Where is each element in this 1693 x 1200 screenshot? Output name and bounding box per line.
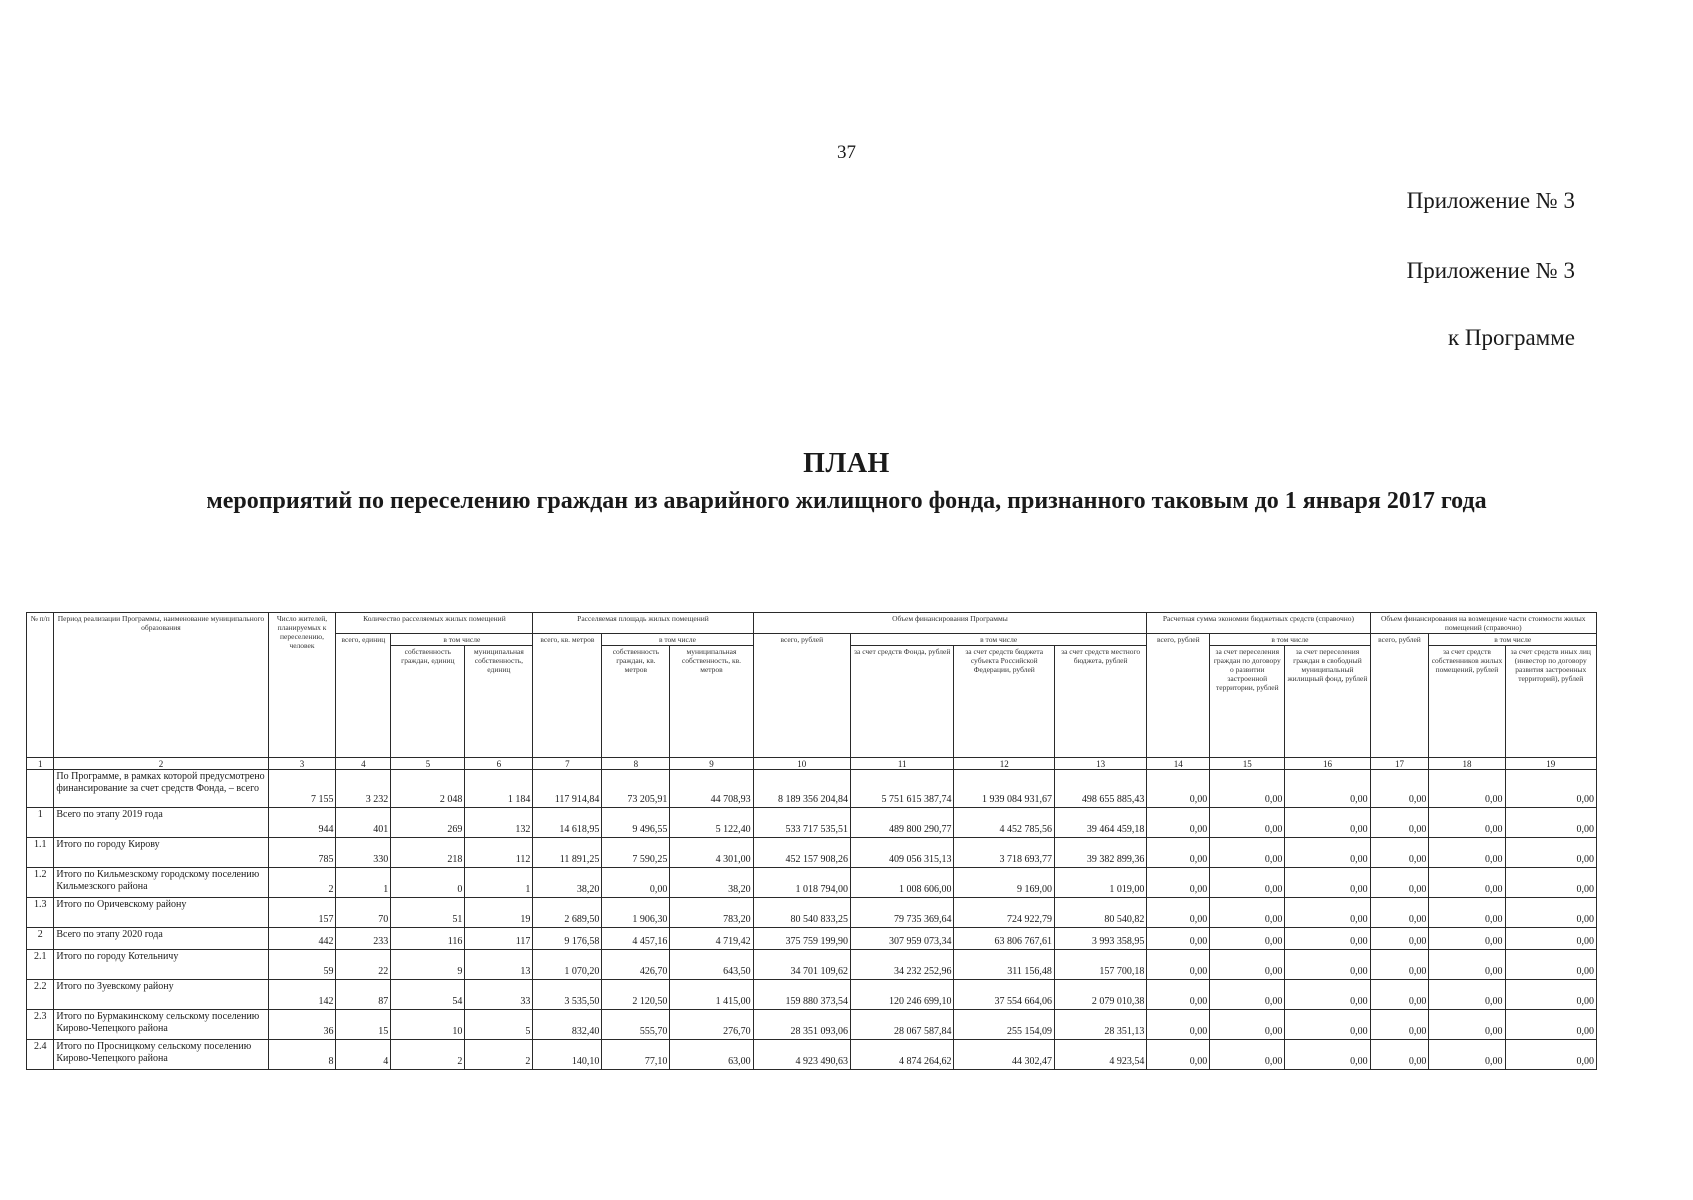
table-cell: 11 891,25 (533, 838, 602, 868)
header-rooms-municipal: муниципальная собственность, единиц (465, 646, 533, 758)
table-cell: 112 (465, 838, 533, 868)
table-cell: 0,00 (1429, 950, 1505, 980)
column-number: 15 (1210, 758, 1285, 770)
column-number: 19 (1505, 758, 1596, 770)
table-cell: 0,00 (1147, 950, 1210, 980)
column-number: 11 (850, 758, 954, 770)
table-cell: 79 735 369,64 (850, 898, 954, 928)
table-cell: 0,00 (1285, 950, 1370, 980)
table-cell: 0,00 (1370, 808, 1429, 838)
table-cell: 38,20 (670, 868, 753, 898)
column-number: 7 (533, 758, 602, 770)
table-cell: 0,00 (1505, 928, 1596, 950)
table-cell: 5 122,40 (670, 808, 753, 838)
column-number: 6 (465, 758, 533, 770)
table-cell: 7 155 (268, 770, 336, 808)
table-cell: 0,00 (1147, 928, 1210, 950)
table-cell: 0,00 (1429, 928, 1505, 950)
table-cell: 13 (465, 950, 533, 980)
table-cell: 117 (465, 928, 533, 950)
table-cell: 117 914,84 (533, 770, 602, 808)
table-cell: 0,00 (1370, 838, 1429, 868)
table-cell: 0,00 (1210, 950, 1285, 980)
table-cell: 28 067 587,84 (850, 1010, 954, 1040)
table-cell: 0,00 (1210, 928, 1285, 950)
table-cell: 409 056 315,13 (850, 838, 954, 868)
plan-title: ПЛАН (803, 448, 890, 479)
column-number: 4 (336, 758, 391, 770)
header-area-total: всего, кв. метров (533, 634, 602, 758)
table-cell: 28 351,13 (1054, 1010, 1146, 1040)
table-cell: 22 (336, 950, 391, 980)
table-cell: 4 923 490,63 (753, 1040, 850, 1070)
column-number: 8 (602, 758, 670, 770)
table-cell: 0,00 (1285, 838, 1370, 868)
table-cell: 2 689,50 (533, 898, 602, 928)
table-cell: 785 (268, 838, 336, 868)
table-cell: 157 700,18 (1054, 950, 1146, 980)
table-cell: 724 922,79 (954, 898, 1054, 928)
table-cell: 2 (268, 868, 336, 898)
header-fin-incl: в том числе (850, 634, 1146, 646)
table-cell: 0,00 (1370, 950, 1429, 980)
table-cell: 19 (465, 898, 533, 928)
table-cell: 0,00 (1147, 1040, 1210, 1070)
table-cell: 44 708,93 (670, 770, 753, 808)
row-name: Всего по этапу 2019 года (54, 808, 268, 838)
table-cell: 2 120,50 (602, 980, 670, 1010)
table-cell: 0,00 (1429, 1010, 1505, 1040)
table-row (27, 1040, 1597, 1070)
table-cell: 77,10 (602, 1040, 670, 1070)
table-cell: 0,00 (1505, 868, 1596, 898)
table-cell: 0,00 (1210, 1010, 1285, 1040)
table-cell: 132 (465, 808, 533, 838)
header-residents: Число жителей, планируемых к переселению, человек (268, 613, 336, 758)
header-part-total: всего, рублей (1370, 634, 1429, 758)
table-row (27, 950, 1597, 980)
header-fin-local: за счет средств местного бюджета, рублей (1054, 646, 1146, 758)
table-cell: 555,70 (602, 1010, 670, 1040)
table-cell: 0,00 (1370, 1010, 1429, 1040)
table-cell: 0,00 (1505, 898, 1596, 928)
column-number-row (27, 758, 1597, 770)
table-cell: 0,00 (1285, 980, 1370, 1010)
table-cell: 4 (336, 1040, 391, 1070)
header-fin-total: всего, рублей (753, 634, 850, 758)
table-cell: 0,00 (1370, 928, 1429, 950)
column-number: 1 (27, 758, 54, 770)
header-rooms-incl: в том числе (391, 634, 533, 646)
table-cell: 0,00 (1370, 898, 1429, 928)
table-cell: 2 079 010,38 (1054, 980, 1146, 1010)
table-cell: 59 (268, 950, 336, 980)
table-cell: 10 (391, 1010, 465, 1040)
table-cell: 39 464 459,18 (1054, 808, 1146, 838)
row-number: 2.2 (27, 980, 54, 1010)
table-cell: 0,00 (1429, 1040, 1505, 1070)
table-cell: 233 (336, 928, 391, 950)
row-name: Итого по Просницкому сельскому поселению Кирово-Чепецкого района (54, 1040, 268, 1070)
table-cell: 4 452 785,56 (954, 808, 1054, 838)
header-fin-subject: за счет средств бюджета субъекта Российской Федерации, рублей (954, 646, 1054, 758)
header-part-other: за счет средств иных лиц (инвестор по договору развития застроенных территорий), рублей (1505, 646, 1596, 758)
table-cell: 9 169,00 (954, 868, 1054, 898)
table-cell: 15 (336, 1010, 391, 1040)
table-cell: 5 751 615 387,74 (850, 770, 954, 808)
header-row-groups (27, 613, 1597, 634)
table-row (27, 770, 1597, 808)
table-cell: 33 (465, 980, 533, 1010)
page-number: 37 (837, 142, 856, 163)
column-number: 17 (1370, 758, 1429, 770)
table-cell: 8 189 356 204,84 (753, 770, 850, 808)
table-cell: 1 906,30 (602, 898, 670, 928)
column-number: 12 (954, 758, 1054, 770)
table-cell: 0,00 (1285, 770, 1370, 808)
table-cell: 533 717 535,51 (753, 808, 850, 838)
table-cell: 783,20 (670, 898, 753, 928)
table-cell: 0,00 (1285, 928, 1370, 950)
table-cell: 0,00 (1147, 980, 1210, 1010)
header-sav-contract: за счет переселения граждан по договору о развитии застроенной территории, рублей (1210, 646, 1285, 758)
table-cell: 311 156,48 (954, 950, 1054, 980)
table-cell: 944 (268, 808, 336, 838)
table-cell: 0,00 (1429, 808, 1505, 838)
table-cell: 3 232 (336, 770, 391, 808)
table-cell: 140,10 (533, 1040, 602, 1070)
table-cell: 63,00 (670, 1040, 753, 1070)
table-row (27, 980, 1597, 1010)
table-cell: 1 939 084 931,67 (954, 770, 1054, 808)
table-cell: 426,70 (602, 950, 670, 980)
header-sav-total: всего, рублей (1147, 634, 1210, 758)
table-cell: 1 018 794,00 (753, 868, 850, 898)
row-number: 2.3 (27, 1010, 54, 1040)
header-area-citizens: собственность граждан, кв. метров (602, 646, 670, 758)
table-cell: 218 (391, 838, 465, 868)
table-row (27, 808, 1597, 838)
table-cell: 0,00 (1505, 980, 1596, 1010)
table-cell: 0,00 (1505, 950, 1596, 980)
table-cell: 2 048 (391, 770, 465, 808)
table-cell: 36 (268, 1010, 336, 1040)
row-number: 2.1 (27, 950, 54, 980)
header-rooms-group: Количество расселяемых жилых помещений (336, 613, 533, 634)
table-cell: 1 019,00 (1054, 868, 1146, 898)
row-name: Итого по Зуевскому району (54, 980, 268, 1010)
row-name: Итого по городу Котельничу (54, 950, 268, 980)
table-cell: 1 070,20 (533, 950, 602, 980)
table-cell: 0,00 (1505, 770, 1596, 808)
table-cell: 44 302,47 (954, 1040, 1054, 1070)
table-cell: 7 590,25 (602, 838, 670, 868)
table-cell: 1 (465, 868, 533, 898)
header-finance-group: Объем финансирования Программы (753, 613, 1147, 634)
table-cell: 4 301,00 (670, 838, 753, 868)
table-cell: 8 (268, 1040, 336, 1070)
header-sav-incl: в том числе (1210, 634, 1370, 646)
table-cell: 452 157 908,26 (753, 838, 850, 868)
header-area-group: Расселяемая площадь жилых помещений (533, 613, 753, 634)
table-cell: 0,00 (1210, 838, 1285, 868)
table-cell: 0,00 (1370, 770, 1429, 808)
table-cell: 0,00 (1505, 1040, 1596, 1070)
table-cell: 276,70 (670, 1010, 753, 1040)
table-cell: 0,00 (1505, 1010, 1596, 1040)
table-cell: 3 993 358,95 (1054, 928, 1146, 950)
table-cell: 489 800 290,77 (850, 808, 954, 838)
table-cell: 0,00 (1429, 838, 1505, 868)
header-part-incl: в том числе (1429, 634, 1597, 646)
table-cell: 51 (391, 898, 465, 928)
table-cell: 0,00 (1147, 1010, 1210, 1040)
table-cell: 2 (465, 1040, 533, 1070)
table-cell: 73 205,91 (602, 770, 670, 808)
table-cell: 643,50 (670, 950, 753, 980)
column-number: 9 (670, 758, 753, 770)
table-row (27, 868, 1597, 898)
row-number: 2 (27, 928, 54, 950)
table-cell: 269 (391, 808, 465, 838)
table-cell: 159 880 373,54 (753, 980, 850, 1010)
table-cell: 0,00 (1370, 868, 1429, 898)
header-no: № п/п (27, 613, 54, 758)
table-cell: 157 (268, 898, 336, 928)
table-cell: 0 (391, 868, 465, 898)
table-cell: 0,00 (1505, 838, 1596, 868)
header-rooms-citizens: собственность граждан, единиц (391, 646, 465, 758)
header-rooms-total: всего, единиц (336, 634, 391, 758)
table-cell: 9 176,58 (533, 928, 602, 950)
row-name: Итого по Бурмакинскому сельскому поселению Кирово-Чепецкого района (54, 1010, 268, 1040)
table-cell: 0,00 (1147, 808, 1210, 838)
table-cell: 0,00 (1285, 898, 1370, 928)
table-cell: 63 806 767,61 (954, 928, 1054, 950)
table-cell: 34 701 109,62 (753, 950, 850, 980)
table-row (27, 838, 1597, 868)
column-number: 16 (1285, 758, 1370, 770)
table-cell: 38,20 (533, 868, 602, 898)
table-cell: 142 (268, 980, 336, 1010)
table-cell: 0,00 (1147, 898, 1210, 928)
table-cell: 87 (336, 980, 391, 1010)
table-cell: 0,00 (1147, 868, 1210, 898)
column-number: 14 (1147, 758, 1210, 770)
column-number: 2 (54, 758, 268, 770)
table-cell: 1 415,00 (670, 980, 753, 1010)
row-name: Итого по городу Кирову (54, 838, 268, 868)
column-number: 3 (268, 758, 336, 770)
row-number: 1.3 (27, 898, 54, 928)
row-name: Всего по этапу 2020 года (54, 928, 268, 950)
column-number: 10 (753, 758, 850, 770)
row-number: 1.1 (27, 838, 54, 868)
header-sav-free: за счет переселения граждан в свободный муниципальный жилищный фонд, рублей (1285, 646, 1370, 758)
table-cell: 3 535,50 (533, 980, 602, 1010)
table-cell: 375 759 199,90 (753, 928, 850, 950)
column-number: 13 (1054, 758, 1146, 770)
table-cell: 0,00 (1370, 1040, 1429, 1070)
table-cell: 307 959 073,34 (850, 928, 954, 950)
table-cell: 9 (391, 950, 465, 980)
table-cell: 0,00 (602, 868, 670, 898)
table-cell: 0,00 (1210, 770, 1285, 808)
row-number: 2.4 (27, 1040, 54, 1070)
table-cell: 330 (336, 838, 391, 868)
table-cell: 0,00 (1210, 898, 1285, 928)
row-name: По Программе, в рамках которой предусмотрено финансирование за счет средств Фонда, – всего (54, 770, 268, 808)
column-number: 5 (391, 758, 465, 770)
table-cell: 0,00 (1147, 838, 1210, 868)
table-cell: 80 540 833,25 (753, 898, 850, 928)
row-number (27, 770, 54, 808)
table-cell: 0,00 (1429, 868, 1505, 898)
table-row (27, 898, 1597, 928)
column-number: 18 (1429, 758, 1505, 770)
table-cell: 0,00 (1285, 1010, 1370, 1040)
table-cell: 0,00 (1429, 980, 1505, 1010)
table-cell: 3 718 693,77 (954, 838, 1054, 868)
annex-label: Приложение № 3 (1406, 188, 1575, 213)
header-part-owners: за счет средств собственников жилых помещений, рублей (1429, 646, 1505, 758)
table-row (27, 928, 1597, 950)
table-cell: 0,00 (1370, 980, 1429, 1010)
table-cell: 4 923,54 (1054, 1040, 1146, 1070)
table-cell: 0,00 (1505, 808, 1596, 838)
header-fin-fund: за счет средств Фонда, рублей (850, 646, 954, 758)
table-cell: 401 (336, 808, 391, 838)
table-cell: 120 246 699,10 (850, 980, 954, 1010)
table-cell: 1 008 606,00 (850, 868, 954, 898)
table-cell: 4 457,16 (602, 928, 670, 950)
table-cell: 116 (391, 928, 465, 950)
table-cell: 0,00 (1429, 898, 1505, 928)
table-cell: 1 (336, 868, 391, 898)
table-cell: 34 232 252,96 (850, 950, 954, 980)
row-number: 1.2 (27, 868, 54, 898)
table-cell: 54 (391, 980, 465, 1010)
table-cell: 70 (336, 898, 391, 928)
table-cell: 1 184 (465, 770, 533, 808)
row-name: Итого по Оричевскому району (54, 898, 268, 928)
table-cell: 0,00 (1210, 1040, 1285, 1070)
table-cell: 9 496,55 (602, 808, 670, 838)
table-cell: 0,00 (1210, 980, 1285, 1010)
annex-label-repeat: Приложение № 3 (1406, 258, 1575, 283)
table-cell: 28 351 093,06 (753, 1010, 850, 1040)
table-cell: 255 154,09 (954, 1010, 1054, 1040)
table-cell: 0,00 (1147, 770, 1210, 808)
table-cell: 442 (268, 928, 336, 950)
table-cell: 80 540,82 (1054, 898, 1146, 928)
header-area-municipal: муниципальная собственность, кв. метров (670, 646, 753, 758)
table-cell: 0,00 (1429, 770, 1505, 808)
plan-table (26, 612, 1597, 1070)
table-cell: 37 554 664,06 (954, 980, 1054, 1010)
table-cell: 0,00 (1285, 1040, 1370, 1070)
plan-subtitle: мероприятий по переселению граждан из аварийного жилищного фонда, признанного таковым до 1 января 2017 года (206, 488, 1487, 514)
table-cell: 2 (391, 1040, 465, 1070)
annex-program-label: к Программе (1448, 325, 1575, 350)
table-cell: 14 618,95 (533, 808, 602, 838)
table-cell: 0,00 (1285, 808, 1370, 838)
row-name: Итого по Кильмезскому городскому поселению Кильмезского района (54, 868, 268, 898)
table-cell: 832,40 (533, 1010, 602, 1040)
table-cell: 0,00 (1285, 868, 1370, 898)
row-number: 1 (27, 808, 54, 838)
table-cell: 498 655 885,43 (1054, 770, 1146, 808)
table-cell: 0,00 (1210, 808, 1285, 838)
table-cell: 0,00 (1210, 868, 1285, 898)
table-row (27, 1010, 1597, 1040)
plan-table-body (27, 758, 1597, 1070)
header-savings-group: Расчетная сумма экономии бюджетных средств (справочно) (1147, 613, 1370, 634)
header-period: Период реализации Программы, наименование муниципального образования (54, 613, 268, 758)
table-cell: 39 382 899,36 (1054, 838, 1146, 868)
header-area-incl: в том числе (602, 634, 753, 646)
table-cell: 4 874 264,62 (850, 1040, 954, 1070)
header-part-group: Объем финансирования на возмещение части стоимости жилых помещений (справочно) (1370, 613, 1596, 634)
table-cell: 5 (465, 1010, 533, 1040)
table-cell: 4 719,42 (670, 928, 753, 950)
